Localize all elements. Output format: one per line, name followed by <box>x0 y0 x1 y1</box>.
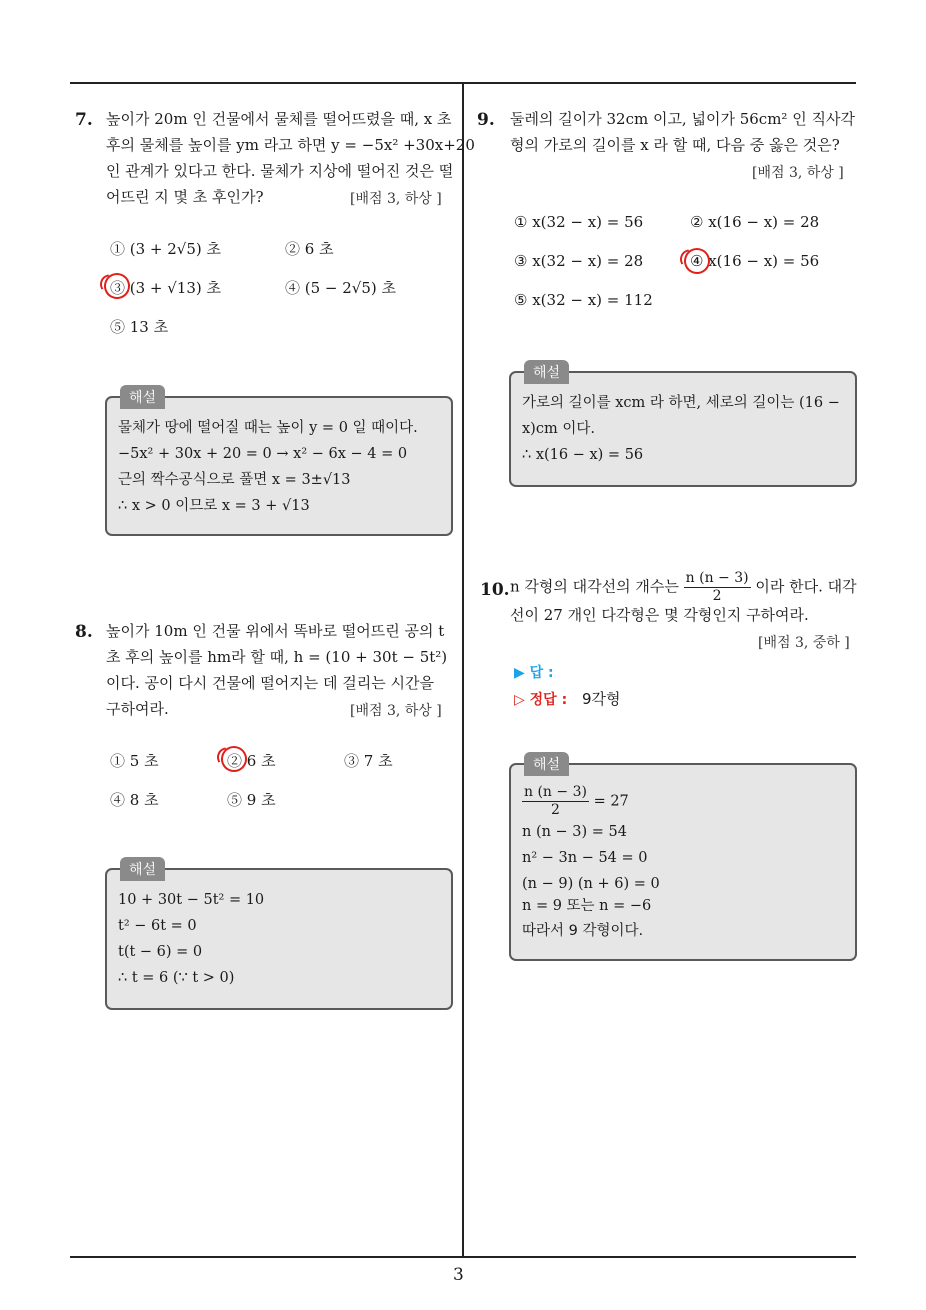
q9-answer-circle-mark <box>680 244 713 277</box>
q7-solution-line-2: −5x² + 30x + 20 = 0 → x² − 6x − 4 = 0 <box>118 446 408 462</box>
q7-solution-line-3: 근의 짝수공식으로 풀면 x = 3±√13 <box>118 472 351 488</box>
q10-solution-line-5: 따라서 9 각형이다. <box>522 923 644 939</box>
q9-choice-1[interactable]: ① x(32 − x) = 56 <box>514 213 644 231</box>
q8-line-1: 높이가 10m 인 건물 위에서 똑바로 떨어뜨린 공의 t <box>106 622 445 640</box>
q7-score: [배점 3, 하상 ] <box>350 191 442 207</box>
q7-choice-4[interactable]: ④ (5 − 2√5) 초 <box>285 279 397 297</box>
q8-solution-line-1: 10 + 30t − 5t² = 10 <box>118 892 265 908</box>
q9-solution-line-3: ∴ x(16 − x) = 56 <box>522 447 644 463</box>
page-number: 3 <box>453 1265 464 1285</box>
column-divider <box>462 83 464 1258</box>
q8-number: 8. <box>75 622 93 642</box>
q9-solution-tag: 해설 <box>524 360 569 384</box>
q9-line-1: 둘레의 길이가 32cm 이고, 넓이가 56cm² 인 직사각 <box>510 110 855 128</box>
q8-choice-3[interactable]: ③ 7 초 <box>344 752 393 770</box>
q10-solution-fraction-den: 2 <box>551 802 560 818</box>
q8-choice-2[interactable]: ② 6 초 <box>227 752 276 770</box>
q10-solution-fraction-line <box>522 784 629 819</box>
q8-solution-line-2: t² − 6t = 0 <box>118 918 197 934</box>
q8-line-3: 이다. 공이 다시 건물에 떨어지는 데 걸리는 시간을 <box>106 674 434 692</box>
q8-line-4: 구하여라. <box>106 700 169 718</box>
q8-score: [배점 3, 하상 ] <box>350 703 442 719</box>
q7-line-1: 높이가 20m 인 건물에서 물체를 떨어뜨렸을 때, x 초 <box>106 110 452 128</box>
q10-fraction-den: 2 <box>712 588 722 604</box>
q8-choice-5[interactable]: ⑤ 9 초 <box>227 791 276 809</box>
q10-answer-label[interactable]: ▶ 답 : <box>514 665 554 681</box>
q8-choice-1[interactable]: ① 5 초 <box>110 752 159 770</box>
q10-fraction-num: n (n − 3) <box>685 570 749 586</box>
q7-line-4: 어뜨린 지 몇 초 후인가? <box>106 188 264 206</box>
q7-line-3: 인 관계가 있다고 한다. 물체가 지상에 떨어진 것은 떨 <box>106 162 454 180</box>
q9-solution-line-1: 가로의 길이를 xcm 라 하면, 세로의 길이는 (16 − <box>522 395 840 411</box>
q9-score: [배점 3, 하상 ] <box>752 165 844 181</box>
q7-choice-5[interactable]: ⑤ 13 초 <box>110 318 169 336</box>
q8-solution-line-3: t(t − 6) = 0 <box>118 944 203 960</box>
q8-line-2: 초 후의 높이를 hm라 할 때, h = (10 + 30t − 5t²) <box>106 648 448 666</box>
bottom-rule <box>70 1256 856 1258</box>
q10-line-1-post: 이라 한다. 대각 <box>755 577 857 596</box>
q10-line-1 <box>510 570 857 605</box>
q7-solution-line-4: ∴ x > 0 이므로 x = 3 + √13 <box>118 498 310 514</box>
q8-solution-tag: 해설 <box>120 857 165 881</box>
q10-solution-fraction <box>522 784 589 819</box>
q10-number: 10. <box>480 580 510 600</box>
q10-solution-fraction-rhs: = 27 <box>593 793 629 810</box>
q7-number: 7. <box>75 110 93 130</box>
q10-fraction <box>684 570 751 605</box>
q7-line-2: 후의 물체를 높이를 ym 라고 하면 y = −5x² +30x+20 <box>106 136 475 154</box>
q9-choice-3[interactable]: ③ x(32 − x) = 28 <box>514 252 644 270</box>
q7-choice-1[interactable]: ① (3 + 2√5) 초 <box>110 240 222 258</box>
q9-choice-5[interactable]: ⑤ x(32 − x) = 112 <box>514 291 653 309</box>
q9-choice-4[interactable]: ④ x(16 − x) = 56 <box>690 252 820 270</box>
q7-solution-tag: 해설 <box>120 385 165 409</box>
q10-correct-label: ▷ 정답 : <box>514 692 568 708</box>
q10-solution-line-3: (n − 9) (n + 6) = 0 <box>522 876 660 892</box>
q9-solution-line-2: x)cm 이다. <box>522 421 595 437</box>
q7-choice-3[interactable]: ③ (3 + √13) 초 <box>110 279 222 297</box>
q10-solution-tag: 해설 <box>524 752 569 776</box>
q9-choice-2[interactable]: ② x(16 − x) = 28 <box>690 213 820 231</box>
q10-line-1-pre: n 각형의 대각선의 개수는 <box>510 577 679 596</box>
q10-solution-line-2: n² − 3n − 54 = 0 <box>522 850 648 866</box>
q8-choice-4[interactable]: ④ 8 초 <box>110 791 159 809</box>
q9-line-2: 형의 가로의 길이를 x 라 할 때, 다음 중 옳은 것은? <box>510 136 840 154</box>
q10-score: [배점 3, 중하 ] <box>758 635 850 651</box>
q7-solution-line-1: 물체가 땅에 떨어질 때는 높이 y = 0 일 때이다. <box>118 420 418 436</box>
q8-solution-line-4: ∴ t = 6 (∵ t > 0) <box>118 970 235 986</box>
q10-solution-fraction-num: n (n − 3) <box>524 784 587 800</box>
q7-choice-2[interactable]: ② 6 초 <box>285 240 334 258</box>
q10-solution-line-4: n = 9 또는 n = −6 <box>522 898 652 914</box>
q10-solution-line-1: n (n − 3) = 54 <box>522 824 628 840</box>
q10-line-2: 선이 27 개인 다각형은 몇 각형인지 구하여라. <box>510 606 809 624</box>
q9-number: 9. <box>477 110 495 130</box>
q10-correct-value: 9각형 <box>582 690 621 708</box>
